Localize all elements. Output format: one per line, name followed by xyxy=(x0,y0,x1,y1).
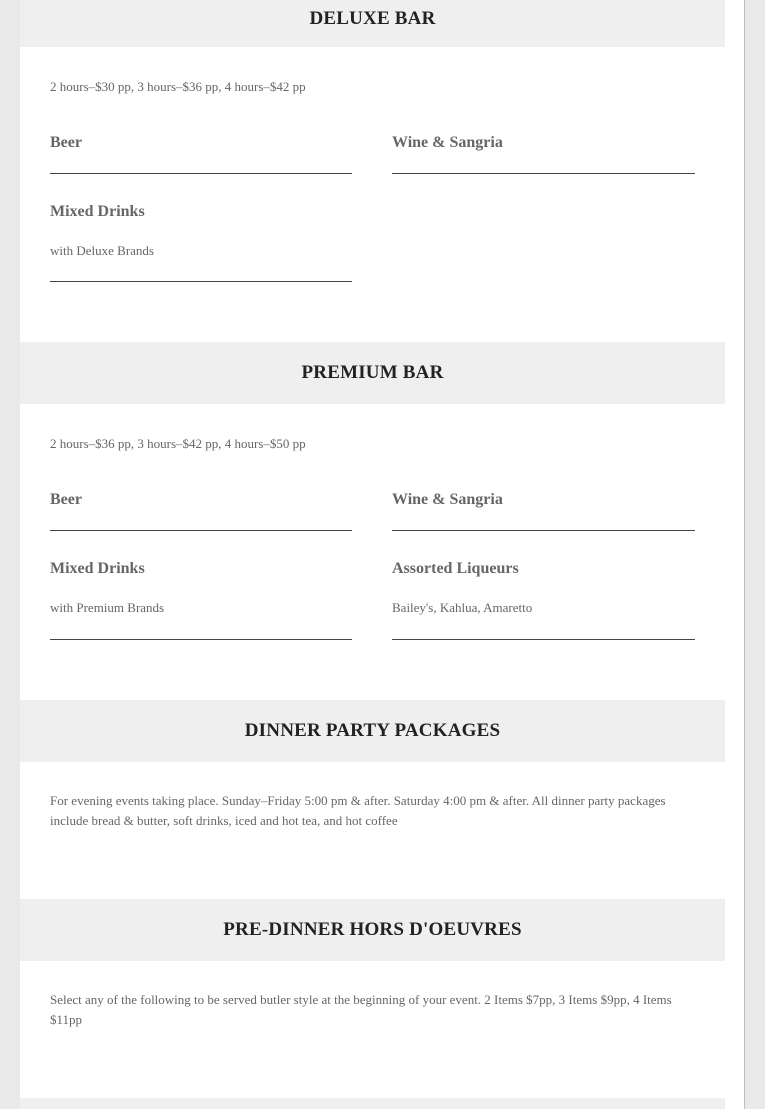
next-section-header xyxy=(20,1098,725,1109)
deluxe-bar-pricing: 2 hours–$30 pp, 3 hours–$36 pp, 4 hours–$42 pp xyxy=(50,79,306,94)
premium-item-liqueurs-divider xyxy=(392,639,695,640)
premium-bar-pricing: 2 hours–$36 pp, 3 hours–$42 pp, 4 hours–$50 pp xyxy=(50,436,306,451)
dinner-packages-header xyxy=(20,700,725,762)
deluxe-item-mixed-note: with Deluxe Brands xyxy=(50,243,154,258)
dinner-packages-title: DINNER PARTY PACKAGES xyxy=(244,720,501,741)
premium-item-beer-title: Beer xyxy=(50,491,82,508)
premium-item-wine-divider xyxy=(392,530,695,531)
premium-item-beer-divider xyxy=(50,530,352,531)
deluxe-bar-header xyxy=(20,0,725,47)
deluxe-item-mixed-divider xyxy=(50,281,352,282)
premium-item-liqueurs-title: Assorted Liqueurs xyxy=(392,560,519,577)
premium-item-mixed-divider xyxy=(50,639,352,640)
deluxe-item-wine-title: Wine & Sangria xyxy=(392,134,503,151)
predinner-header xyxy=(20,899,725,961)
premium-item-wine-title: Wine & Sangria xyxy=(392,491,503,508)
predinner-title: PRE-DINNER HORS D'OEUVRES xyxy=(223,919,522,940)
premium-bar-header xyxy=(20,342,725,404)
premium-item-liqueurs-note: Bailey's, Kahlua, Amaretto xyxy=(392,600,533,615)
menu-page xyxy=(20,0,725,1109)
deluxe-item-mixed-title: Mixed Drinks xyxy=(50,203,145,220)
deluxe-item-beer-title: Beer xyxy=(50,134,82,151)
scrollbar-edge[interactable] xyxy=(744,0,745,1109)
dinner-packages-description: For evening events taking place. Sunday–Friday 5:00 pm & after. Saturday 4:00 pm & after. All dinner party packages include bread & butter, soft drinks, iced and hot tea, and hot coffee xyxy=(50,793,666,828)
right-gutter xyxy=(725,0,744,1109)
deluxe-item-beer-divider xyxy=(50,173,352,174)
deluxe-bar-title: DELUXE BAR xyxy=(309,8,436,29)
premium-item-mixed-note: with Premium Brands xyxy=(50,600,165,615)
premium-item-mixed-title: Mixed Drinks xyxy=(50,560,145,577)
deluxe-item-wine-divider xyxy=(392,173,695,174)
predinner-description: Select any of the following to be served butler style at the beginning of your event. 2 Items $7pp, 3 Items $9pp, 4 Items $11pp xyxy=(50,992,672,1027)
premium-bar-title: PREMIUM BAR xyxy=(301,362,444,383)
